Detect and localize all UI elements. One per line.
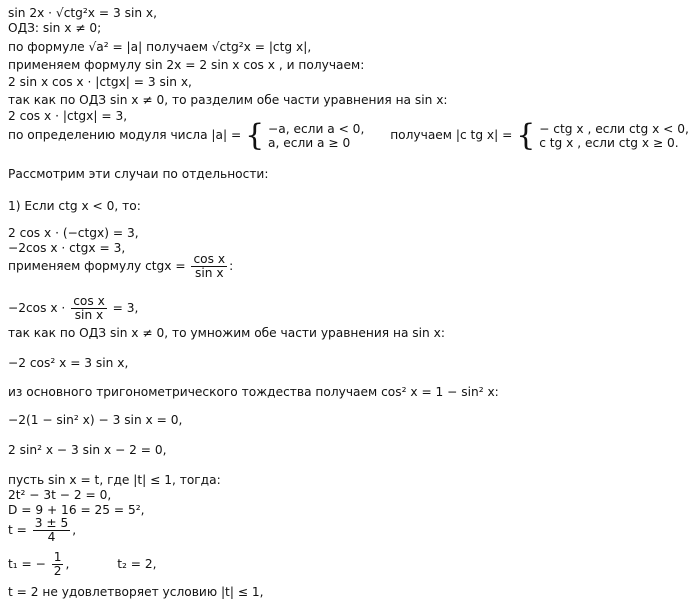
ctg-formula-line (8, 252, 233, 280)
identity-note: из основного тригонометрического тождества получаем cos² x = 1 − sin² x: (8, 385, 499, 399)
equation-line: sin 2x · √ctg²x = 3 sin x, (8, 6, 158, 20)
root-rejection-note: t = 2 не удовлетворяет условию |t| ≤ 1, (8, 585, 264, 599)
t1-fraction (52, 551, 64, 578)
cases-intro: Рассмотрим эти случаи по отдельности: (8, 167, 269, 181)
case1-equation-2: −2cos x · ctgx = 3, (8, 241, 126, 255)
case-positive: a, если a ≥ 0 (268, 135, 351, 150)
formula-sin2x-line: применяем формулу sin 2x = 2 sin x cos x , и получаем: (8, 58, 365, 72)
formula-sqrt-line: по формуле √a² = |a| получаем √ctg²x = |ctg x|, (8, 40, 312, 54)
t1-suffix: , (65, 557, 70, 571)
fraction-numerator: cos x (193, 252, 226, 266)
case1-equation-3 (8, 294, 138, 322)
eq3-fraction (71, 295, 107, 322)
t1-prefix: t₁ = − (8, 557, 46, 571)
fraction-denominator: sin x (74, 308, 104, 322)
modulus-cases (268, 122, 364, 150)
ctg-formula-suffix: : (229, 259, 234, 273)
reduced-equation: 2 cos x · |ctgx| = 3, (8, 109, 128, 123)
fraction-numerator: 3 ± 5 (34, 516, 69, 530)
ctg-fraction (191, 253, 227, 280)
roots-values-line (8, 550, 157, 578)
multiply-note: так как по ОДЗ sin x ≠ 0, то умножим обе части уравнения на sin x: (8, 326, 445, 340)
case1-equation-1: 2 cos x · (−ctgx) = 3, (8, 226, 139, 240)
roots-fraction (33, 517, 70, 544)
fraction-numerator: cos x (73, 294, 105, 308)
left-brace: { (516, 117, 536, 153)
left-brace: { (245, 117, 265, 153)
modulus-definition-line (8, 117, 689, 153)
case-negative: −a, если a < 0, (268, 121, 365, 136)
quadratic-in-t: 2t² − 3t − 2 = 0, (8, 488, 112, 502)
discriminant-line: D = 9 + 16 = 25 = 5², (8, 503, 145, 517)
ctg-cases (539, 122, 689, 150)
substituted-equation: 2 sin x cos x · |ctgx| = 3 sin x, (8, 75, 192, 89)
quadratic-equation: 2 sin² x − 3 sin x − 2 = 0, (8, 443, 167, 457)
divide-note: так как по ОДЗ sin x ≠ 0, то разделим обе части уравнения на sin x: (8, 93, 448, 107)
fraction-numerator: 1 (53, 550, 62, 564)
substitution-note: пусть sin x = t, где |t| ≤ 1, тогда: (8, 473, 221, 487)
odz-line: ОДЗ: sin x ≠ 0; (8, 21, 102, 35)
t2-value: t₂ = 2, (117, 557, 157, 571)
case1-equation-4: −2 cos² x = 3 sin x, (8, 356, 129, 370)
case1-equation-5: −2(1 − sin² x) − 3 sin x = 0, (8, 413, 183, 427)
case-ctg-negative: − ctg x , если ctg x < 0, (539, 121, 689, 136)
fraction-denominator: 4 (47, 530, 56, 544)
roots-suffix: , (72, 523, 77, 537)
case1-heading: 1) Если ctg x < 0, то: (8, 199, 141, 213)
modulus-ctg-label: получаем |c tg x| = (390, 128, 513, 142)
eq3-suffix: = 3, (112, 301, 139, 315)
roots-formula-line (8, 516, 76, 544)
fraction-denominator: 2 (53, 564, 62, 578)
modulus-prefix: по определению модуля числа |a| = (8, 128, 242, 142)
case-ctg-positive: c tg x , если ctg x ≥ 0. (539, 135, 679, 150)
ctg-formula-prefix: применяем формулу ctgx = (8, 259, 186, 273)
roots-prefix: t = (8, 523, 27, 537)
fraction-denominator: sin x (194, 266, 224, 280)
eq3-prefix: −2cos x · (8, 301, 66, 315)
